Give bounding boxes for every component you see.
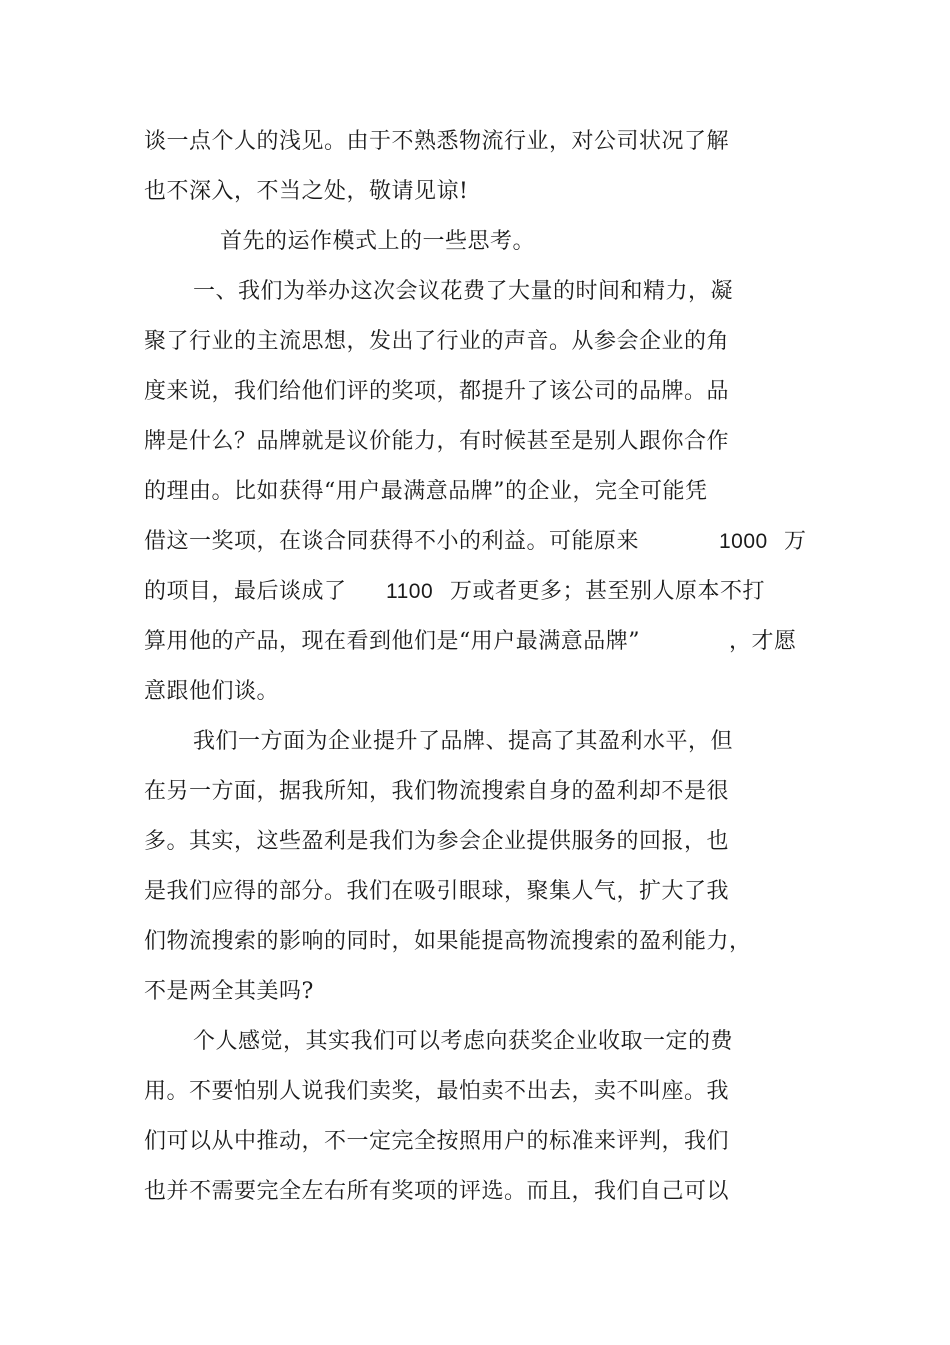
text-line: 不是两全其美吗? xyxy=(144,979,314,1004)
text-line: 们物流搜索的影响的同时，如果能提高物流搜索的盈利能力， xyxy=(144,929,752,954)
text-line: 聚了行业的主流思想，发出了行业的声音。从参会企业的角 xyxy=(144,329,730,354)
text-line xyxy=(144,627,814,657)
text-line: 们可以从中推动，不一定完全按照用户的标准来评判，我们 xyxy=(144,1129,730,1154)
text-line: 意跟他们谈。 xyxy=(144,679,280,704)
paragraph-first-line: 我们一方面为企业提升了品牌、提高了其盈利水平，但 xyxy=(193,729,734,754)
number-value: 1100 xyxy=(386,580,434,603)
text-line: 牌是什么？品牌就是议价能力，有时候甚至是别人跟你合作 xyxy=(144,429,730,454)
text-segment: 万或者更多；甚至别人原本不打 xyxy=(450,579,766,604)
text-line: 在另一方面，据我所知，我们物流搜索自身的盈利却不是很 xyxy=(144,779,730,804)
text-line: 多。其实，这些盈利是我们为参会企业提供服务的回报，也 xyxy=(144,829,730,854)
text-line: 谈一点个人的浅见。由于不熟悉物流行业，对公司状况了解 xyxy=(144,129,730,154)
text-line: 的理由。比如获得“用户最满意品牌”的企业，完全可能凭 xyxy=(144,479,708,504)
text-line: 首先的运作模式上的一些思考。 xyxy=(220,229,536,254)
text-line: 是我们应得的部分。我们在吸引眼球，聚集人气，扩大了我 xyxy=(144,879,730,904)
text-segment: ，才愿 xyxy=(729,629,797,654)
text-segment: 万 xyxy=(784,529,807,554)
number-value: 1000 xyxy=(719,530,768,553)
text-segment: 借这一奖项，在谈合同获得不小的利益。可能原来 xyxy=(144,529,640,554)
text-line: 用。不要怕别人说我们卖奖，最怕卖不出去，卖不叫座。我 xyxy=(144,1079,730,1104)
text-line-with-number xyxy=(144,577,784,607)
text-line: 也并不需要完全左右所有奖项的评选。而且，我们自己可以 xyxy=(144,1179,730,1204)
paragraph-first-line: 个人感觉，其实我们可以考虑向获奖企业收取一定的费 xyxy=(193,1029,734,1054)
text-segment: 的项目，最后谈成了 xyxy=(144,579,347,604)
text-line: 度来说，我们给他们评的奖项，都提升了该公司的品牌。品 xyxy=(144,379,730,404)
text-segment: 算用他的产品，现在看到他们是“用户最满意品牌” xyxy=(144,629,640,654)
text-line: 也不深入，不当之处，敬请见谅! xyxy=(144,179,469,204)
text-line-with-number xyxy=(144,527,814,557)
paragraph-first-line: 一、我们为举办这次会议花费了大量的时间和精力，凝 xyxy=(193,279,734,304)
